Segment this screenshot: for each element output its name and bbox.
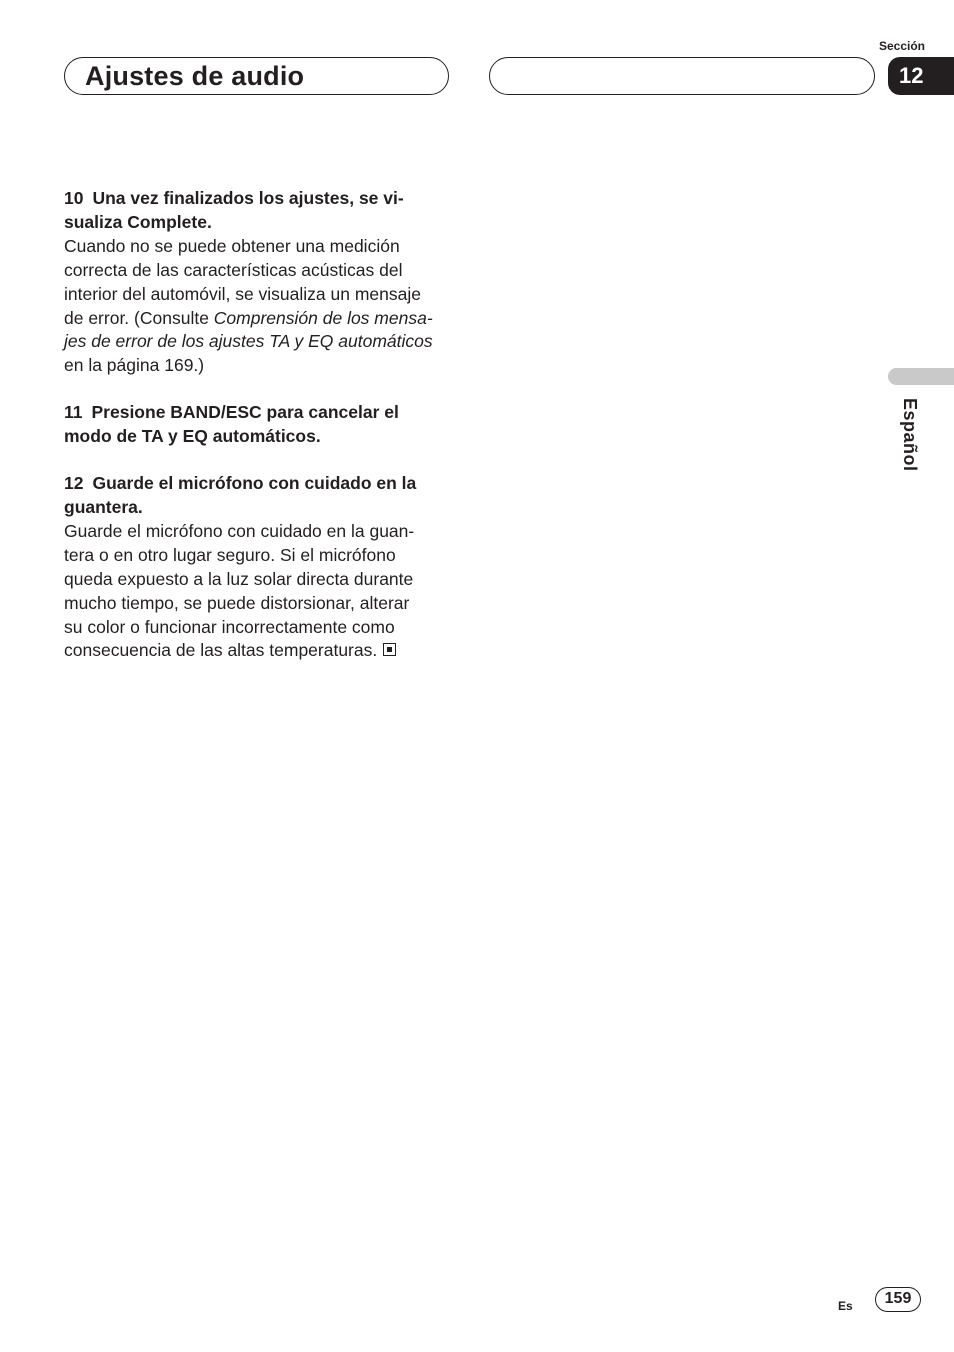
step-body-line <box>64 307 456 331</box>
step-heading-continued: sualiza Complete. <box>64 211 212 232</box>
language-label: Español <box>900 398 920 472</box>
main-content <box>64 187 456 663</box>
step-heading <box>64 401 456 425</box>
step-body-line: interior del automóvil, se visualiza un mensaje <box>64 283 421 304</box>
step-heading-text: Guarde el micrófono con cuidado en la <box>92 473 417 494</box>
paragraph-gap <box>64 449 456 472</box>
section-title-frame <box>64 57 449 95</box>
step-number: 12 <box>64 473 84 494</box>
section-number-tab: 12 <box>888 57 954 95</box>
end-of-section-icon <box>383 643 396 656</box>
step-body-text: de error. (Consulte <box>64 307 214 328</box>
step-heading-continued: guantera. <box>64 496 143 517</box>
footer-language-code: Es <box>838 1299 853 1313</box>
step-heading-text: Presione BAND/ESC para cancelar el <box>91 402 399 423</box>
step-body-line: mucho tiempo, se puede distorsionar, alterar <box>64 592 410 613</box>
step-body-line: Guarde el micrófono con cuidado en la guan- <box>64 520 415 541</box>
step-body-text: consecuencia de las altas temperaturas. <box>64 640 378 661</box>
page-number: 159 <box>875 1287 921 1312</box>
step-body-line <box>64 639 456 663</box>
cross-reference-title-continued: jes de error de los ajustes TA y EQ automáticos <box>64 331 433 352</box>
section-label: Sección <box>878 39 926 53</box>
step-heading <box>64 187 456 211</box>
step-heading <box>64 472 456 496</box>
header-blank-frame <box>489 57 875 95</box>
step-heading-text: Una vez finalizados los ajustes, se vi- <box>92 188 404 208</box>
page-title: Ajustes de audio <box>85 61 305 91</box>
step-body-line: queda expuesto a la luz solar directa durante <box>64 568 414 589</box>
step-body-line: en la página 169.) <box>64 355 205 376</box>
step-body-line: su color o funcionar incorrectamente como <box>64 616 395 637</box>
step-body-line: tera o en otro lugar seguro. Si el micrófono <box>64 544 396 565</box>
paragraph-gap <box>64 378 456 401</box>
step-body-line: Cuando no se puede obtener una medición <box>64 235 400 256</box>
step-body-line <box>64 330 456 354</box>
step-heading-continued: modo de TA y EQ automáticos. <box>64 426 321 447</box>
step-number: 11 <box>64 402 83 423</box>
cross-reference-title: Comprensión de los mensa- <box>213 307 433 328</box>
step-number: 10 <box>64 188 84 208</box>
step-body-line: correcta de las características acústicas del <box>64 259 403 280</box>
language-tab-marker <box>888 368 954 385</box>
